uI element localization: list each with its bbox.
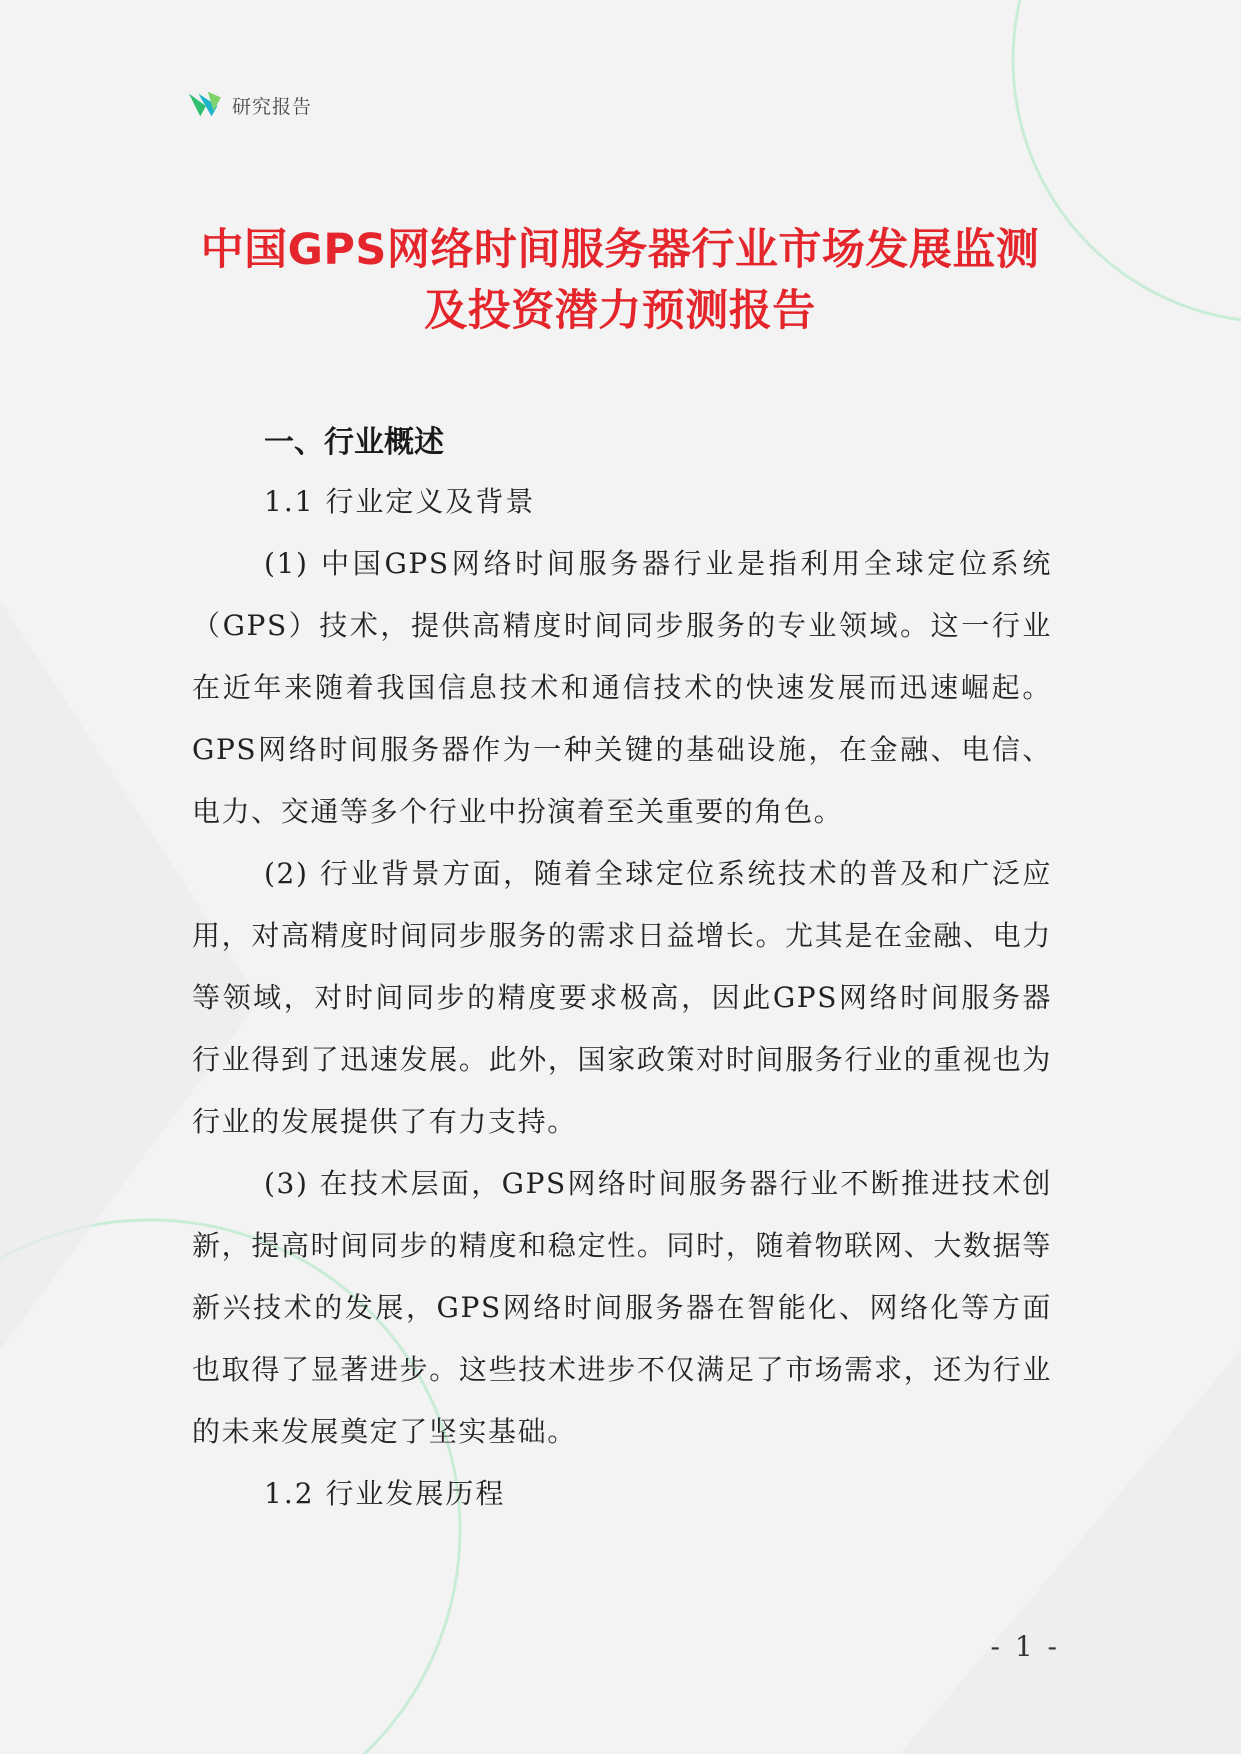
paragraph: (2) 行业背景方面，随着全球定位系统技术的普及和广泛应用，对高精度时间同步服务的需求日益增长。尤其是在金融、电力等领域，对时间同步的精度要求极高，因此GPS网络时间服务器行业得到了迅速发展。此外，国家政策对时间服务行业的重视也为行业的发展提供了有力支持。 <box>192 857 1052 1138</box>
paragraph: (3) 在技术层面，GPS网络时间服务器行业不断推进技术创新，提高时间同步的精度和稳定性。同时，随着物联网、大数据等新兴技术的发展，GPS网络时间服务器在智能化、网络化等方面也取得了显著进步。这些技术进步不仅满足了市场需求，还为行业的未来发展奠定了坚实基础。 <box>192 1167 1052 1448</box>
subsection-heading: 1.2 行业发展历程 <box>264 1477 506 1510</box>
title-line-2: 及投资潜力预测报告 <box>424 286 816 336</box>
document-body <box>192 415 1052 1525</box>
section-heading: 一、行业概述 <box>264 425 444 460</box>
subsection-heading: 1.1 行业定义及背景 <box>264 485 536 518</box>
title-line-1: 中国GPS网络时间服务器行业市场发展监测 <box>200 225 1040 275</box>
page-number: - 1 - <box>990 1630 1060 1663</box>
paragraph: (1) 中国GPS网络时间服务器行业是指利用全球定位系统（GPS）技术，提供高精度时间同步服务的专业领域。这一行业在近年来随着我国信息技术和通信技术的快速发展而迅速崛起。GPS网络时间服务器作为一种关键的基础设施，在金融、电信、电力、交通等多个行业中扮演着至关重要的角色。 <box>192 547 1052 828</box>
header-label: 研究报告 <box>232 95 313 118</box>
document-title <box>150 220 1090 342</box>
report-header <box>186 88 312 122</box>
brand-logo-icon <box>186 88 224 122</box>
